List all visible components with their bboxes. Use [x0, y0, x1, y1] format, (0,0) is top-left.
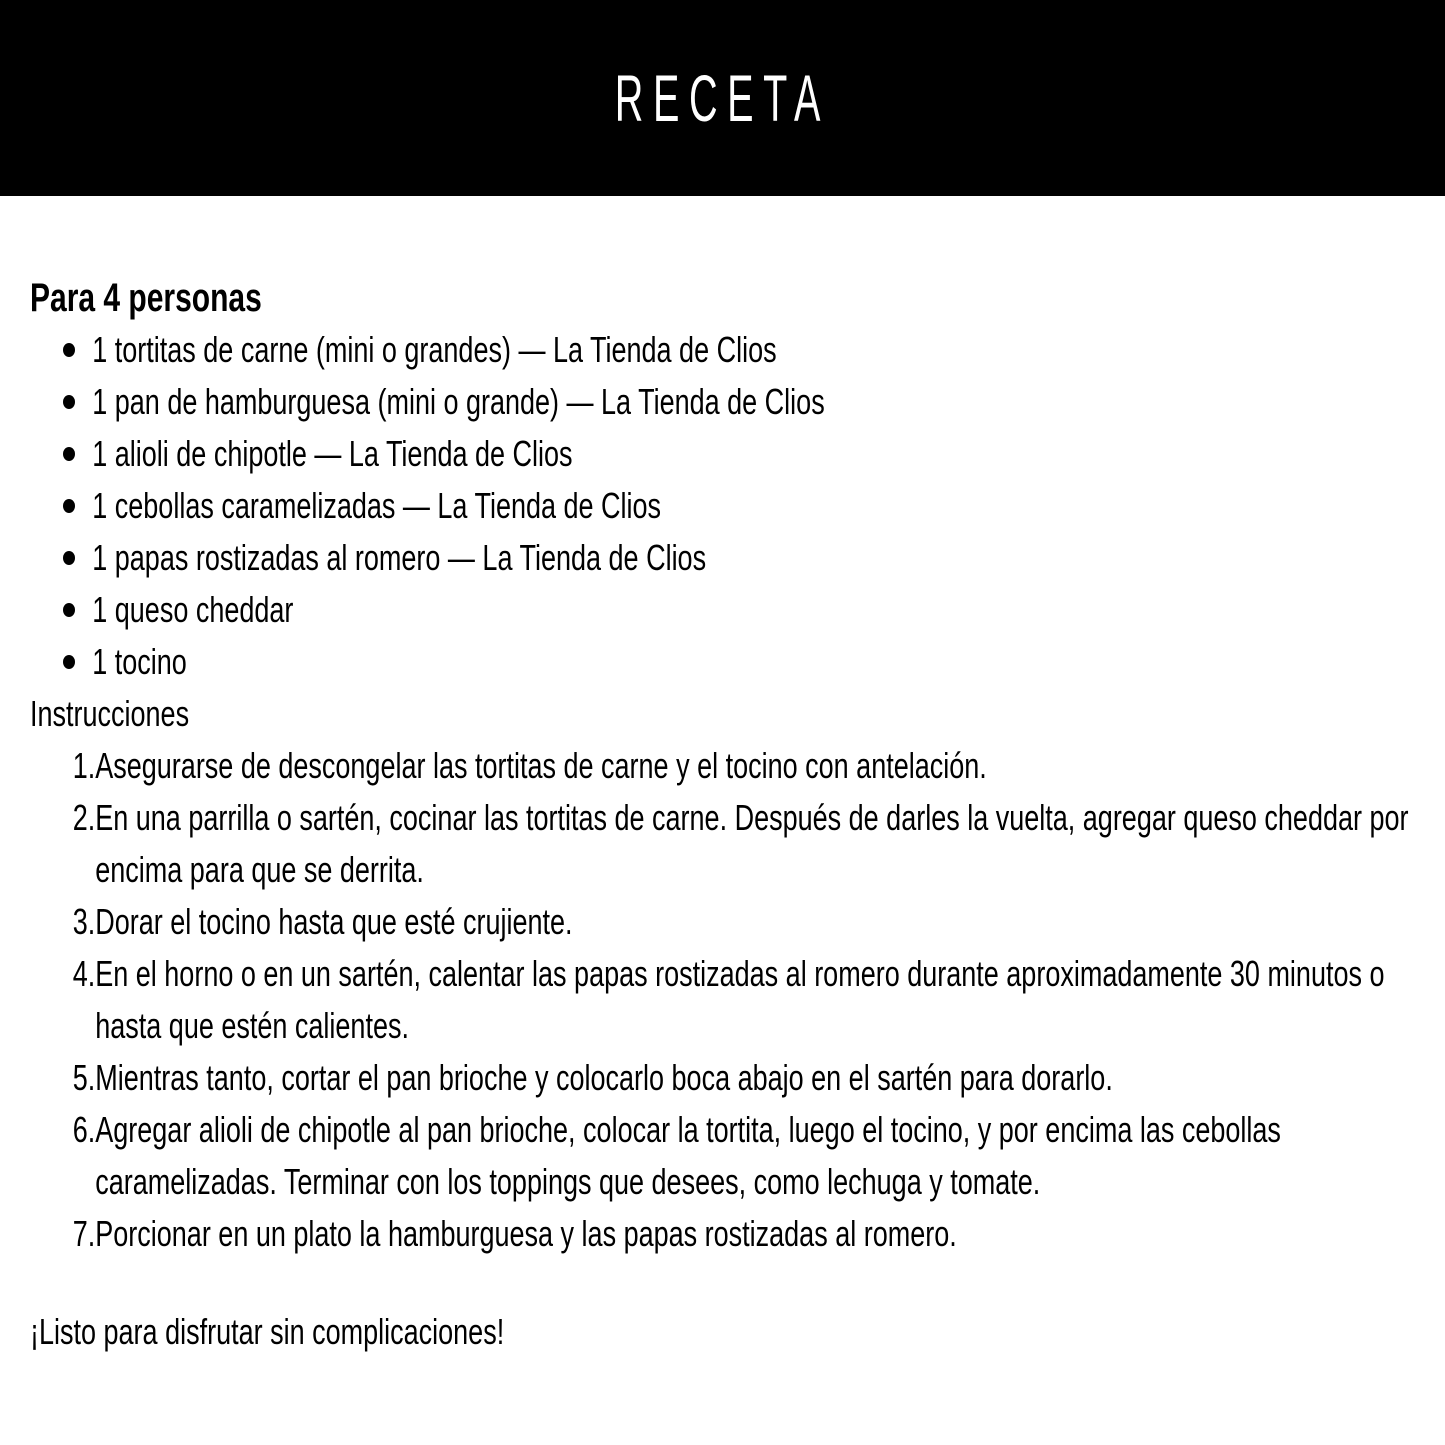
recipe-content: [0, 196, 1445, 1358]
footer-note: ¡Listo para disfrutar sin complicaciones!: [30, 1311, 505, 1352]
ingredient-text: 1 alioli de chipotle — La Tienda de Clios: [92, 433, 573, 474]
step-text: Asegurarse de descongelar las tortitas de carne y el tocino con antelación.: [95, 745, 987, 786]
servings-heading: Para 4 personas: [30, 276, 262, 320]
ingredient-text: 1 cebollas caramelizadas — La Tienda de Clios: [92, 485, 662, 526]
instructions-heading: Instrucciones: [30, 693, 190, 734]
step-text: En el horno o en un sartén, calentar las papas rostizadas al romero durante aproximadamente 30 minutos o hasta que estén calientes.: [95, 953, 1385, 1046]
step-item: [30, 792, 1409, 896]
bullet-icon: [63, 343, 75, 357]
step-item: [30, 896, 1409, 948]
page-title: RECETA: [614, 61, 831, 135]
ingredient-text: 1 queso cheddar: [92, 589, 294, 630]
ingredient-item: [30, 324, 1409, 376]
step-text: Porcionar en un plato la hamburguesa y las papas rostizadas al romero.: [95, 1213, 957, 1254]
step-text: Mientras tanto, cortar el pan brioche y colocarlo boca abajo en el sartén para dorarlo.: [95, 1057, 1113, 1098]
steps-list: [30, 740, 1409, 1260]
step-text: Dorar el tocino hasta que esté crujiente.: [95, 901, 573, 942]
step-text: En una parrilla o sartén, cocinar las tortitas de carne. Después de darles la vuelta, agregar queso cheddar por encima para que se derrita.: [95, 797, 1409, 890]
ingredient-item: [30, 532, 1409, 584]
step-item: [30, 1104, 1409, 1208]
ingredient-item: [30, 428, 1409, 480]
bullet-icon: [63, 603, 75, 617]
step-text: Agregar alioli de chipotle al pan brioche, colocar la tortita, luego el tocino, y por encima las cebollas caramelizadas. Terminar con los toppings que desees, como lechuga y tomate.: [95, 1109, 1281, 1202]
ingredient-item: [30, 480, 1409, 532]
ingredient-item: [30, 584, 1409, 636]
bullet-icon: [63, 395, 75, 409]
step-item: [30, 1052, 1409, 1104]
bullet-icon: [63, 655, 75, 669]
ingredient-item: [30, 636, 1409, 688]
ingredient-item: [30, 376, 1409, 428]
header-banner: [0, 0, 1445, 196]
bullet-icon: [63, 499, 75, 513]
step-item: [30, 1208, 1409, 1260]
step-item: [30, 948, 1409, 1052]
ingredients-list: [30, 324, 1409, 688]
ingredient-text: 1 tocino: [92, 641, 187, 682]
bullet-icon: [63, 447, 75, 461]
step-item: [30, 740, 1409, 792]
ingredient-text: 1 pan de hamburguesa (mini o grande) — La Tienda de Clios: [92, 381, 825, 422]
ingredient-text: 1 tortitas de carne (mini o grandes) — La Tienda de Clios: [92, 329, 777, 370]
ingredient-text: 1 papas rostizadas al romero — La Tienda de Clios: [92, 537, 707, 578]
bullet-icon: [63, 551, 75, 565]
